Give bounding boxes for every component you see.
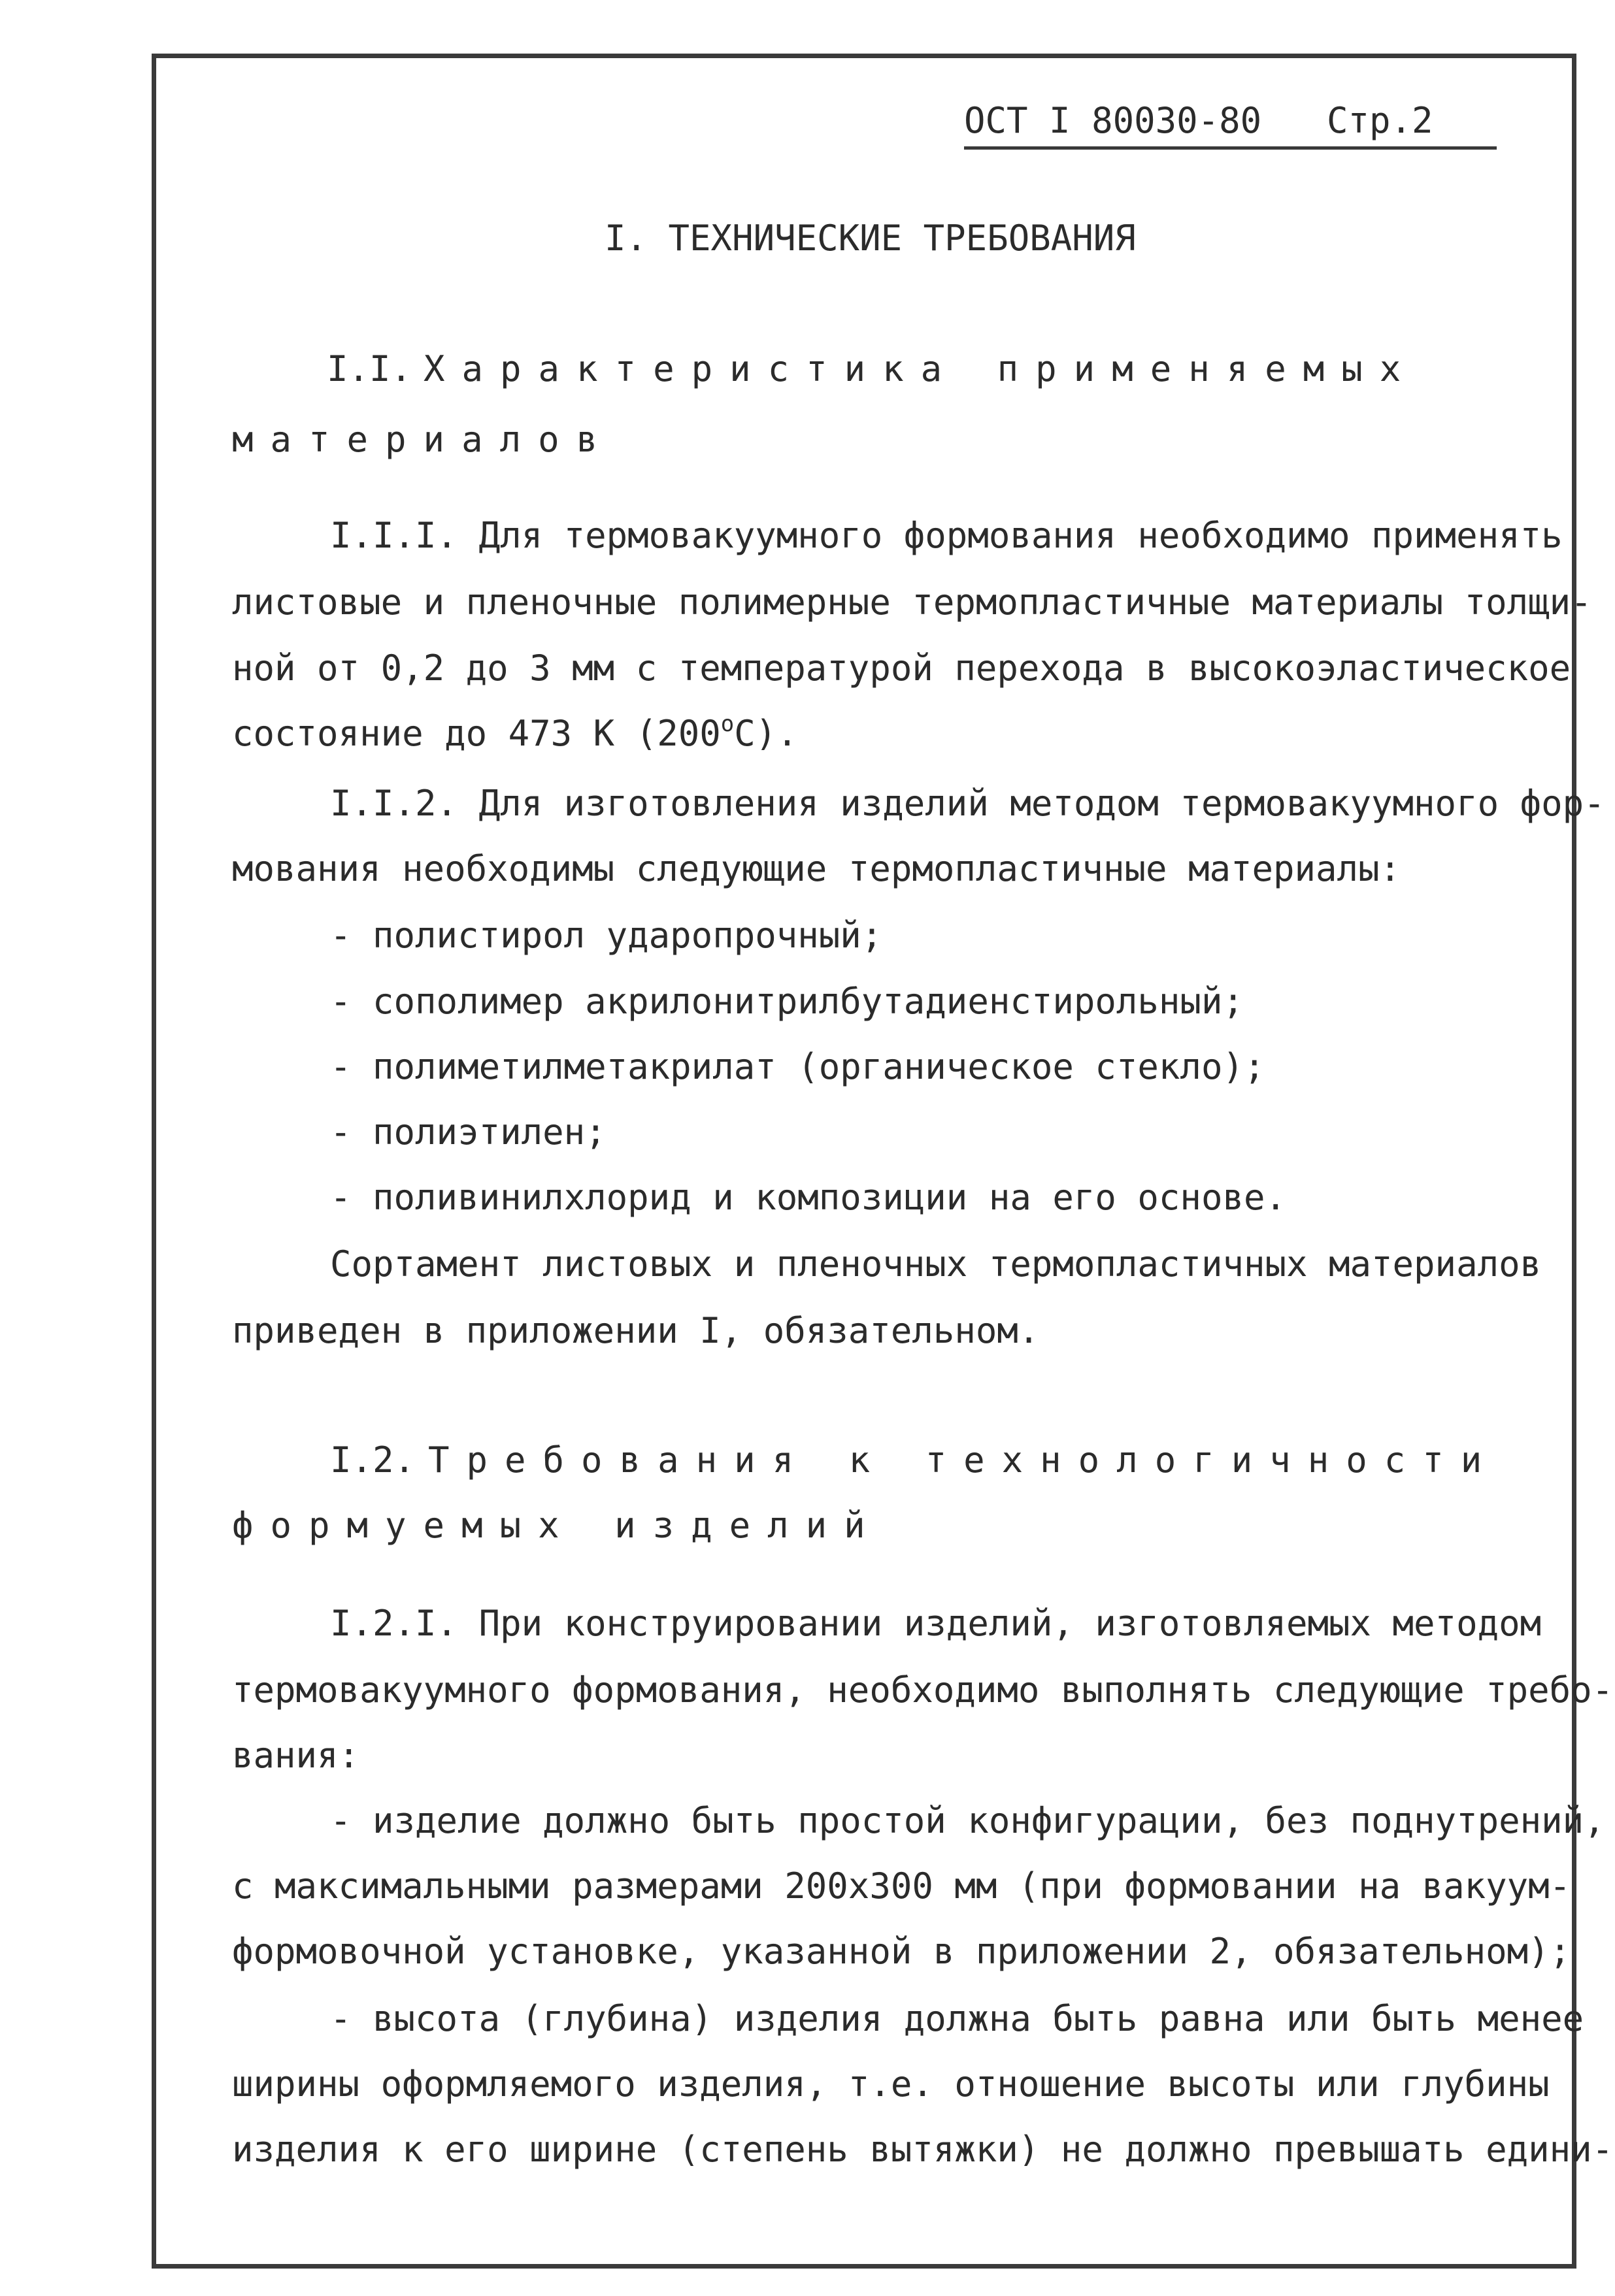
paragraph-1-1-1-line: листовые и пленочные полимерные термопластичные материалы толщи- [232,582,1592,623]
subsection-1-2-number: I.2. [330,1439,416,1481]
subsection-1-1-title-cont: материалов [232,419,615,460]
requirement-line: формовочной установке, указанной в приложении 2, обязательном); [232,1931,1571,1972]
material-list-item: - полиметилметакрилат (органическое стекло); [330,1046,1265,1087]
paragraph-1-1-1-line: ной от 0,2 до 3 мм с температурой перехода в высокоэластическое [232,648,1571,689]
requirement-line: - изделие должно быть простой конфигурации, без поднутрений, [330,1800,1605,1841]
paragraph-1-1-1-line: состояние до 473 К $(200^оС)$. [232,711,798,754]
section-title: I. ТЕХНИЧЕСКИЕ ТРЕБОВАНИЯ [605,218,1136,259]
paragraph-1-2-1-line: I.2.I. При конструировании изделий, изготовляемых методом [330,1603,1542,1644]
material-list-item: - поливинилхлорид и композиции на его основе. [330,1177,1286,1218]
subsection-1-2-title-cont: формуемых изделий [232,1505,882,1546]
paragraph-1-2-1-line: вания: [232,1735,360,1776]
requirement-line: ширины оформляемого изделия, т.е. отношение высоты или глубины [232,2063,1550,2105]
material-list-item: - полистирол ударопрочный; [330,915,883,956]
subsection-1-1-number: I.I. [327,348,412,389]
paragraph-1-2-1-line: термовакуумного формования, необходимо выполнять следующие требо- [232,1669,1614,1711]
document-number: ОСТ I 80030-80 [964,100,1262,141]
requirement-line: изделия к его ширине (степень вытяжки) не должно превышать едини- [232,2129,1614,2170]
document-header [964,98,1497,150]
degree-superscript: о [720,711,735,737]
subsection-1-1-title: Характеристика применяемых [424,348,1418,389]
assortment-note-line: Сортамент листовых и пленочных термопластичных материалов [330,1243,1542,1285]
requirement-line: - высота (глубина) изделия должна быть равна или быть менее [330,1998,1584,2039]
paragraph-1-1-2-line: I.I.2. Для изготовления изделий методом термовакуумного фор- [330,783,1605,824]
paragraph-1-1-1-line: I.I.I. Для термовакуумного формования необходимо применять [330,515,1563,556]
paragraph-1-1-2-line: мования необходимы следующие термопластичные материалы: [232,848,1401,889]
material-list-item: - сополимер акрилонитрилбутадиенстирольный; [330,981,1244,1022]
material-list-item: - полиэтилен; [330,1111,607,1153]
page-number: Стр.2 [1327,100,1433,141]
subsection-1-2-title: Требования к технологичности [428,1439,1499,1481]
assortment-note-line: приведен в приложении I, обязательном. [232,1310,1040,1351]
requirement-line: с максимальными размерами 200х300 мм (при формовании на вакуум- [232,1865,1571,1907]
